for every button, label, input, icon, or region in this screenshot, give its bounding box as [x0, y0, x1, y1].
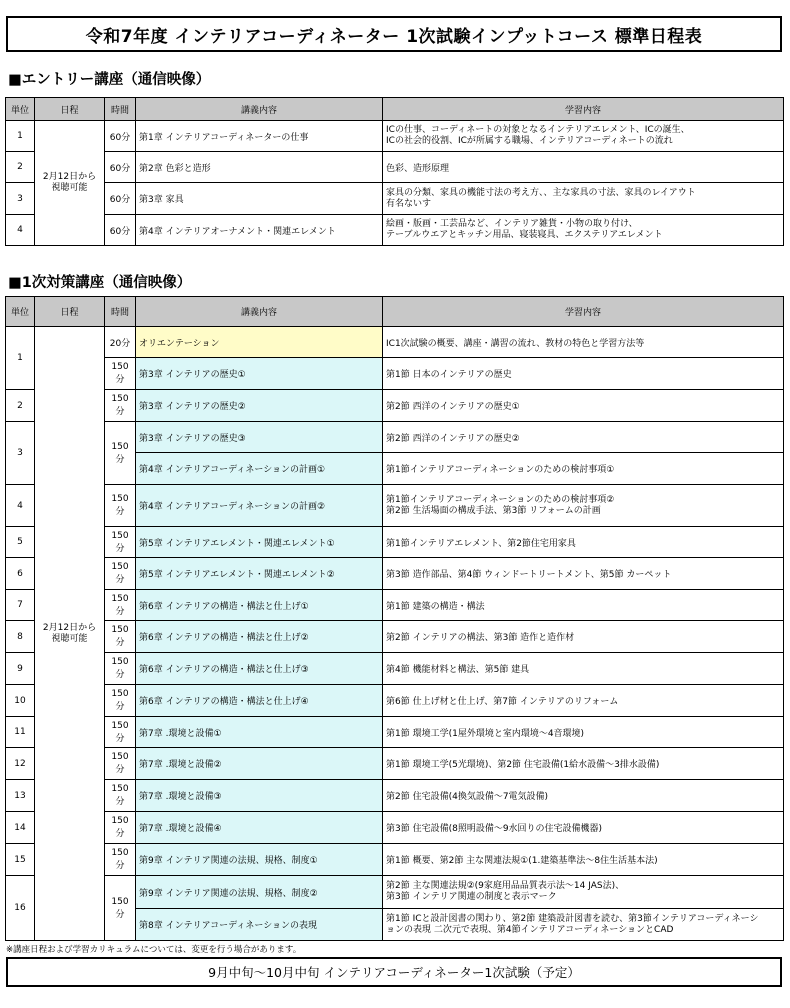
- table-row: [6, 422, 784, 453]
- lecture-cell: 第6章 インテリアの構造・構法と仕上げ①: [136, 590, 383, 621]
- schedule-cell: 2月12日から 視聴可能: [35, 121, 105, 246]
- unit-cell: 7: [6, 590, 35, 621]
- study-cell: 第4節 機能材料と構法、第5節 建具: [383, 653, 784, 685]
- lecture-cell: 第6章 インテリアの構造・構法と仕上げ③: [136, 653, 383, 685]
- time-cell: 150分: [105, 621, 136, 653]
- table-row: [6, 215, 784, 246]
- unit-cell: 1: [6, 327, 35, 390]
- time-cell: 150分: [105, 844, 136, 876]
- lecture-cell: 第1章 インテリアコーディネーターの仕事: [136, 121, 383, 152]
- unit-cell: 3: [6, 183, 35, 215]
- study-cell: 第1節 概要、第2節 主な関連法規①(1.建築基準法～8住生活基本法): [383, 844, 784, 876]
- study-cell: 第1節インテリアエレメント、第2節住宅用家具: [383, 527, 784, 558]
- time-cell: 20分: [105, 327, 136, 358]
- table-row: [6, 812, 784, 844]
- header-study: 学習内容: [383, 98, 784, 121]
- time-cell: 150分: [105, 422, 136, 485]
- study-cell: 第2節 西洋のインテリアの歴史②: [383, 422, 784, 453]
- study-cell: 第2節 住宅設備(4換気設備～7電気設備): [383, 780, 784, 812]
- time-cell: 150分: [105, 653, 136, 685]
- study-cell: 第3節 造作部品、第4節 ウィンドートリートメント、第5節 カーペット: [383, 558, 784, 590]
- unit-cell: 13: [6, 780, 35, 812]
- header-lecture: 講義内容: [136, 98, 383, 121]
- time-cell: 60分: [105, 215, 136, 246]
- page-title: 令和7年度 インテリアコーディネーター 1次試験インプットコース 標準日程表: [6, 16, 782, 52]
- first-section-title: ■1次対策講座（通信映像）: [8, 275, 192, 291]
- study-cell: IC1次試験の概要、講座・講習の流れ、教材の特色と学習方法等: [383, 327, 784, 358]
- unit-cell: 4: [6, 485, 35, 527]
- lecture-cell: 第7章 .環境と設備③: [136, 780, 383, 812]
- study-cell: 第6節 仕上げ材と仕上げ、第7節 インテリアのリフォーム: [383, 685, 784, 717]
- table-row: [6, 152, 784, 183]
- lecture-cell: 第4章 インテリアオーナメント・関連エレメント: [136, 215, 383, 246]
- unit-cell: 2: [6, 152, 35, 183]
- study-cell: ICの仕事、コーディネートの対象となるインテリアエレメント、ICの誕生、 ICの社会的役割、ICが所属する職場、インテリアコーディネートの流れ: [383, 121, 784, 152]
- time-cell: 60分: [105, 121, 136, 152]
- table-row: [6, 685, 784, 717]
- time-cell: 150分: [105, 748, 136, 780]
- study-cell: 第1節インテリアコーディネーションのための検討事項①: [383, 453, 784, 485]
- time-cell: 150分: [105, 358, 136, 390]
- time-cell: 60分: [105, 152, 136, 183]
- study-cell: 第1節 建築の構造・構法: [383, 590, 784, 621]
- unit-cell: 12: [6, 748, 35, 780]
- study-cell: 色彩、造形原理: [383, 152, 784, 183]
- table-row: [6, 844, 784, 876]
- table-row: [6, 183, 784, 215]
- time-cell: 150分: [105, 685, 136, 717]
- time-cell: 150分: [105, 780, 136, 812]
- header-lecture: 講義内容: [136, 297, 383, 327]
- lecture-cell: 第4章 インテリアコーディネーションの計画②: [136, 485, 383, 527]
- lecture-cell: オリエンテーション: [136, 327, 383, 358]
- lecture-cell: 第4章 インテリアコーディネーションの計画①: [136, 453, 383, 485]
- time-cell: 150分: [105, 527, 136, 558]
- lecture-cell: 第9章 インテリア関連の法規、規格、制度②: [136, 876, 383, 909]
- table-row: [6, 717, 784, 748]
- unit-cell: 3: [6, 422, 35, 485]
- lecture-cell: 第5章 インテリアエレメント・関連エレメント②: [136, 558, 383, 590]
- time-cell: 150分: [105, 390, 136, 422]
- unit-cell: 16: [6, 876, 35, 941]
- header-time: 時間: [105, 98, 136, 121]
- study-cell: 第2節 主な関連法規②(9家庭用品品質表示法～14 JAS法)、 第3節 インテリア関連の制度と表示マーク: [383, 876, 784, 909]
- unit-cell: 9: [6, 653, 35, 685]
- lecture-cell: 第3章 インテリアの歴史①: [136, 358, 383, 390]
- lecture-cell: 第3章 インテリアの歴史③: [136, 422, 383, 453]
- table-row: [6, 590, 784, 621]
- footnote: ※講座日程および学習カリキュラムについては、変更を行う場合があります。: [6, 945, 302, 955]
- study-cell: 第2節 インテリアの構法、第3節 造作と造作材: [383, 621, 784, 653]
- header-unit: 単位: [6, 98, 35, 121]
- lecture-cell: 第6章 インテリアの構造・構法と仕上げ④: [136, 685, 383, 717]
- lecture-cell: 第7章 .環境と設備②: [136, 748, 383, 780]
- lecture-cell: 第3章 インテリアの歴史②: [136, 390, 383, 422]
- study-cell: 第2節 西洋のインテリアの歴史①: [383, 390, 784, 422]
- time-cell: 150分: [105, 876, 136, 941]
- table-row: [6, 327, 784, 358]
- header-study: 学習内容: [383, 297, 784, 327]
- unit-cell: 15: [6, 844, 35, 876]
- lecture-cell: 第6章 インテリアの構造・構法と仕上げ②: [136, 621, 383, 653]
- unit-cell: 11: [6, 717, 35, 748]
- study-cell: 第1節インテリアコーディネーションのための検討事項② 第2節 生活場面の構成手法、第3節 リフォームの計画: [383, 485, 784, 527]
- header-time: 時間: [105, 297, 136, 327]
- study-cell: 第1節 環境工学(5光環境)、第2節 住宅設備(1給水設備～3排水設備): [383, 748, 784, 780]
- table-row: [6, 527, 784, 558]
- time-cell: 150分: [105, 590, 136, 621]
- unit-cell: 6: [6, 558, 35, 590]
- study-cell: 第1節 日本のインテリアの歴史: [383, 358, 784, 390]
- lecture-cell: 第2章 色彩と造形: [136, 152, 383, 183]
- lecture-cell: 第8章 インテリアコーディネーションの表現: [136, 909, 383, 941]
- table-row: [6, 558, 784, 590]
- lecture-cell: 第7章 .環境と設備①: [136, 717, 383, 748]
- study-cell: 第1節 環境工学(1屋外環境と室内環境～4音環境): [383, 717, 784, 748]
- unit-cell: 5: [6, 527, 35, 558]
- study-cell: 家具の分類、家具の機能寸法の考え方、、主な家具の寸法、家具のレイアウト 有名ないす: [383, 183, 784, 215]
- unit-cell: 4: [6, 215, 35, 246]
- table-row: [6, 485, 784, 527]
- table-row: [6, 390, 784, 422]
- header-unit: 単位: [6, 297, 35, 327]
- unit-cell: 2: [6, 390, 35, 422]
- time-cell: 150分: [105, 717, 136, 748]
- lecture-cell: 第5章 インテリアエレメント・関連エレメント①: [136, 527, 383, 558]
- schedule-cell: 2月12日から 視聴可能: [35, 327, 105, 941]
- lecture-cell: 第3章 家具: [136, 183, 383, 215]
- entry-table: [5, 97, 784, 246]
- time-cell: 150分: [105, 485, 136, 527]
- table-row: [6, 748, 784, 780]
- entry-section-title: ■エントリー講座（通信映像）: [8, 72, 211, 88]
- table-row: [6, 121, 784, 152]
- lecture-cell: 第7章 .環境と設備④: [136, 812, 383, 844]
- header-schedule: 日程: [35, 297, 105, 327]
- time-cell: 150分: [105, 812, 136, 844]
- study-cell: 第3節 住宅設備(8照明設備～9水回りの住宅設備機器): [383, 812, 784, 844]
- table-row: [6, 780, 784, 812]
- time-cell: 150分: [105, 558, 136, 590]
- time-cell: 60分: [105, 183, 136, 215]
- lecture-cell: 第9章 インテリア関連の法規、規格、制度①: [136, 844, 383, 876]
- unit-cell: 14: [6, 812, 35, 844]
- study-cell: 絵画・版画・工芸品など、インテリア雑貨・小物の取り付け、 テーブルウエアとキッチン用品、寝装寝具、エクステリアエレメント: [383, 215, 784, 246]
- unit-cell: 1: [6, 121, 35, 152]
- table-row: [6, 876, 784, 909]
- table-row: [6, 621, 784, 653]
- unit-cell: 8: [6, 621, 35, 653]
- table-row: [6, 358, 784, 390]
- study-cell: 第1節 ICと設計図書の関わり、第2節 建築設計図書を読む、第3節インテリアコーディネーシ ョンの表現 二次元で表現、第4節インテリアコーディネーションとCAD: [383, 909, 784, 941]
- table-row: [6, 653, 784, 685]
- header-schedule: 日程: [35, 98, 105, 121]
- first-table: [5, 296, 784, 941]
- exam-banner: 9月中旬～10月中旬 インテリアコーディネーター1次試験（予定）: [6, 957, 782, 987]
- unit-cell: 10: [6, 685, 35, 717]
